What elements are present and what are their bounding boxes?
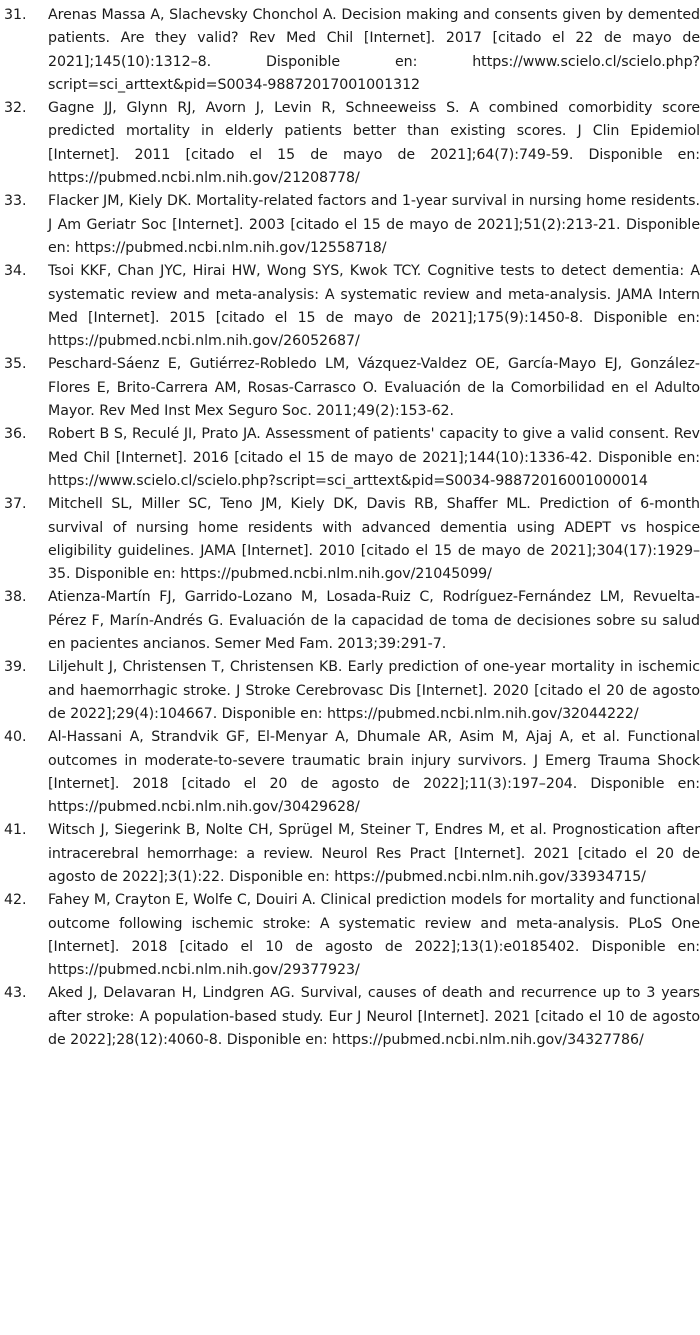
reference-number: 35. (4, 356, 27, 373)
reference-text: Fahey M, Crayton E, Wolfe C, Douiri A. Clinical prediction models for mortality and functional outcome following ischemic stroke: A systematic review and meta-analysis. PLoS One [Internet]. 2018 [citado el 10 de agosto de 2022];13(1):e0185402. Disponible en: https://pubmed.ncbi.nlm.nih.gov/29377923/ (48, 892, 700, 979)
reference-text: Flacker JM, Kiely DK. Mortality-related factors and 1-year survival in nursing home residents. J Am Geriatr Soc [Internet]. 2003 [citado el 15 de mayo de 2021];51(2):213-21. Disponible en: https://pubmed.ncbi.nlm.nih.gov/12558718/ (48, 193, 700, 256)
reference-number: 31. (4, 7, 27, 23)
reference-40 (0, 726, 700, 819)
reference-number: 43. (4, 985, 27, 1002)
reference-text: Gagne JJ, Glynn RJ, Avorn J, Levin R, Schneeweiss S. A combined comorbidity score predicted mortality in elderly patients better than existing scores. J Clin Epidemiol [Internet]. 2011 [citado el 15 de mayo de 2021];64(7):749-59. Disponible en: https://pubmed.ncbi.nlm.nih.gov/21208778/ (48, 100, 700, 187)
reference-number: 37. (4, 496, 27, 513)
reference-31 (0, 4, 700, 97)
reference-number: 33. (4, 193, 27, 210)
reference-text: Al-Hassani A, Strandvik GF, El-Menyar A, Dhumale AR, Asim M, Ajaj A, et al. Functional outcomes in moderate-to-severe traumatic brain injury survivors. J Emerg Trauma Shock [Internet]. 2018 [citado el 20 de agosto de 2022];11(3):197–204. Disponible en: https://pubmed.ncbi.nlm.nih.gov/30429628/ (48, 729, 700, 816)
reference-34 (0, 260, 700, 353)
reference-number: 39. (4, 659, 27, 676)
reference-number: 34. (4, 263, 27, 280)
reference-number: 36. (4, 426, 27, 443)
reference-37 (0, 493, 700, 586)
reference-text: Tsoi KKF, Chan JYC, Hirai HW, Wong SYS, Kwok TCY. Cognitive tests to detect dementia: A systematic review and meta-analysis: A systematic review and meta-analysis. JAMA Intern Med [Internet]. 2015 [citado el 15 de mayo de 2021];175(9):1450-8. Disponible en: https://pubmed.ncbi.nlm.nih.gov/26052687/ (48, 263, 700, 350)
reference-33 (0, 190, 700, 260)
reference-38 (0, 586, 700, 656)
reference-number: 41. (4, 822, 27, 839)
reference-number: 38. (4, 589, 27, 606)
reference-number: 42. (4, 892, 27, 909)
reference-32 (0, 97, 700, 190)
reference-35 (0, 353, 700, 423)
reference-number: 40. (4, 729, 27, 746)
reference-text: Mitchell SL, Miller SC, Teno JM, Kiely DK, Davis RB, Shaffer ML. Prediction of 6-month survival of nursing home residents with advanced dementia using ADEPT vs hospice eligibility guidelines. JAMA [Internet]. 2010 [citado el 15 de mayo de 2021];304(17):1929–35. Disponible en: https://pubmed.ncbi.nlm.nih.gov/21045099/ (48, 496, 700, 583)
reference-39 (0, 656, 700, 726)
reference-text: Aked J, Delavaran H, Lindgren AG. Survival, causes of death and recurrence up to 3 years after stroke: A population-based study. Eur J Neurol [Internet]. 2021 [citado el 10 de agosto de 2022];28(12):4060-8. Disponible en: https://pubmed.ncbi.nlm.nih.gov/34327786/ (48, 985, 700, 1049)
reference-text: Witsch J, Siegerink B, Nolte CH, Sprügel M, Steiner T, Endres M, et al. Prognostication after intracerebral hemorrhage: a review. Neurol Res Pract [Internet]. 2021 [citado el 20 de agosto de 2022];3(1):22. Disponible en: https://pubmed.ncbi.nlm.nih.gov/33934715/ (48, 822, 700, 885)
reference-36 (0, 423, 700, 493)
reference-41 (0, 819, 700, 889)
reference-text: Peschard-Sáenz E, Gutiérrez-Robledo LM, Vázquez-Valdez OE, García-Mayo EJ, González-Flores E, Brito-Carrera AM, Rosas-Carrasco O. Evaluación de la Comorbilidad en el Adulto Mayor. Rev Med Inst Mex Seguro Soc. 2011;49(2):153-62. (48, 356, 700, 420)
reference-43 (0, 982, 700, 1052)
reference-text: Liljehult J, Christensen T, Christensen KB. Early prediction of one-year mortality in ischemic and haemorrhagic stroke. J Stroke Cerebrovasc Dis [Internet]. 2020 [citado el 20 de agosto de 2022];29(4):104667. Disponible en: https://pubmed.ncbi.nlm.nih.gov/32044222/ (48, 659, 700, 722)
reference-text: Atienza-Martín FJ, Garrido-Lozano M, Losada-Ruiz C, Rodríguez-Fernández LM, Revuelta-Pérez F, Marín-Andrés G. Evaluación de la capacidad de toma de decisiones sobre su salud en pacientes ancianos. Semer Med Fam. 2013;39:291-7. (48, 589, 700, 653)
reference-text: Arenas Massa A, Slachevsky Chonchol A. Decision making and consents given by demented patients. Are they valid? Rev Med Chil [Internet]. 2017 [citado el 22 de mayo de 2021];145(10):1312–8. Disponible en: https://www.scielo.cl/scielo.php?script=sci_arttext&pid=S0034-98872017001001312 (48, 7, 700, 93)
reference-text: Robert B S, Reculé JI, Prato JA. Assessment of patients' capacity to give a valid consent. Rev Med Chil [Internet]. 2016 [citado el 15 de mayo de 2021];144(10):1336-42. Disponible en: https://www.scielo.cl/scielo.php?script=sci_arttext&pid=S0034-98872016001000014 (48, 426, 700, 489)
reference-42 (0, 889, 700, 982)
reference-number: 32. (4, 100, 27, 117)
